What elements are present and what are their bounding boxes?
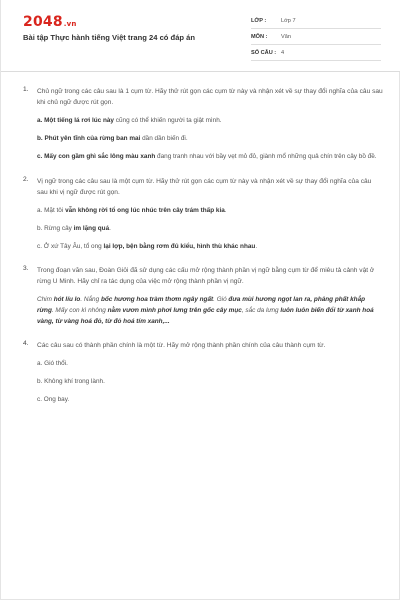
question-item: b. Không khí trong lành.	[37, 378, 105, 385]
document-meta	[251, 13, 381, 61]
question-number: 1.	[23, 86, 29, 93]
meta-value: Văn	[281, 33, 291, 40]
question-text: Các câu sau có thành phần chính là một từ. Hãy mở rộng thành phần chính của câu thành cụm từ.	[37, 342, 326, 349]
question-3	[23, 265, 383, 327]
question-4	[23, 340, 383, 405]
site-logo[interactable]	[23, 14, 77, 30]
question-item: c. Mấy con gầm ghì sắc lông màu xanh đang tranh nhau với bầy vẹt mỏ đỏ, giành mổ những quả chín trên cây bồ đề.	[37, 153, 377, 160]
question-item: b. Phút yên tĩnh của rừng ban mai dần dần biến đi.	[37, 135, 188, 142]
meta-label: SỐ CÂU :	[251, 49, 277, 56]
question-passage: Chim hót líu lo. Nắng bốc hương hoa tràm thơm ngây ngất. Gió đưa mùi hương ngọt lan ra, phảng phất khắp rừng. Mấy con kì nhông nằm vươn mình phơi lưng trên gốc cây mục, sắc da lưng luôn luôn biến đổi từ xanh hoá vàng, từ vàng hoá đỏ, từ đỏ hoá tím xanh,...	[37, 296, 374, 325]
question-item: a. Gió thổi.	[37, 360, 68, 367]
meta-row-count	[251, 45, 381, 61]
meta-row-subject	[251, 29, 381, 45]
question-text: Vị ngữ trong các câu sau là một cụm từ. Hãy thử rút gọn các cụm từ này và nhận xét về sự thay đổi nghĩa của câu sau khi vị ngữ được rút gọn.	[37, 178, 372, 196]
question-1	[23, 86, 383, 162]
question-2	[23, 176, 383, 252]
logo-main: 2048	[23, 14, 63, 30]
document-header	[1, 0, 400, 72]
meta-label: LỚP :	[251, 17, 267, 24]
question-text: Trong đoạn văn sau, Đoàn Giỏi đã sử dụng các cấu mở rộng thành phần vị ngữ bằng cụm từ để miêu tả cảnh vật ở rừng U Minh. Hãy chỉ ra tác dụng của việc mở rộng thành phần vị ngữ.	[37, 267, 375, 285]
question-item: c. Ong bay.	[37, 396, 70, 403]
questions-list	[23, 86, 383, 418]
meta-value: Lớp 7	[281, 17, 296, 24]
logo-suffix: .vn	[63, 20, 77, 28]
meta-label: MÔN :	[251, 33, 268, 40]
question-number: 2.	[23, 176, 29, 183]
question-item: a. Một tiếng lá rơi lúc này cũng có thể khiến người ta giật mình.	[37, 117, 222, 124]
question-number: 4.	[23, 340, 29, 347]
meta-row-class	[251, 13, 381, 29]
document-title: Bài tập Thực hành tiếng Việt trang 24 có đáp án	[23, 33, 196, 42]
question-item: b. Rừng cây im lặng quá.	[37, 225, 111, 232]
question-item: a. Mặt tôi vẫn không rời tổ ong lúc nhúc trên cây trám thấp kia.	[37, 207, 227, 214]
question-number: 3.	[23, 265, 29, 272]
meta-value: 4	[281, 49, 285, 56]
question-item: c. Ở xứ Tây Âu, tổ ong lại lợp, bện bằng rơm đủ kiểu, hình thù khác nhau.	[37, 243, 258, 250]
question-text: Chủ ngữ trong các câu sau là 1 cụm từ. Hãy thử rút gọn các cụm từ này và nhận xét về sự thay đổi nghĩa của câu sau khi chủ ngữ được rút gọn.	[37, 88, 383, 106]
